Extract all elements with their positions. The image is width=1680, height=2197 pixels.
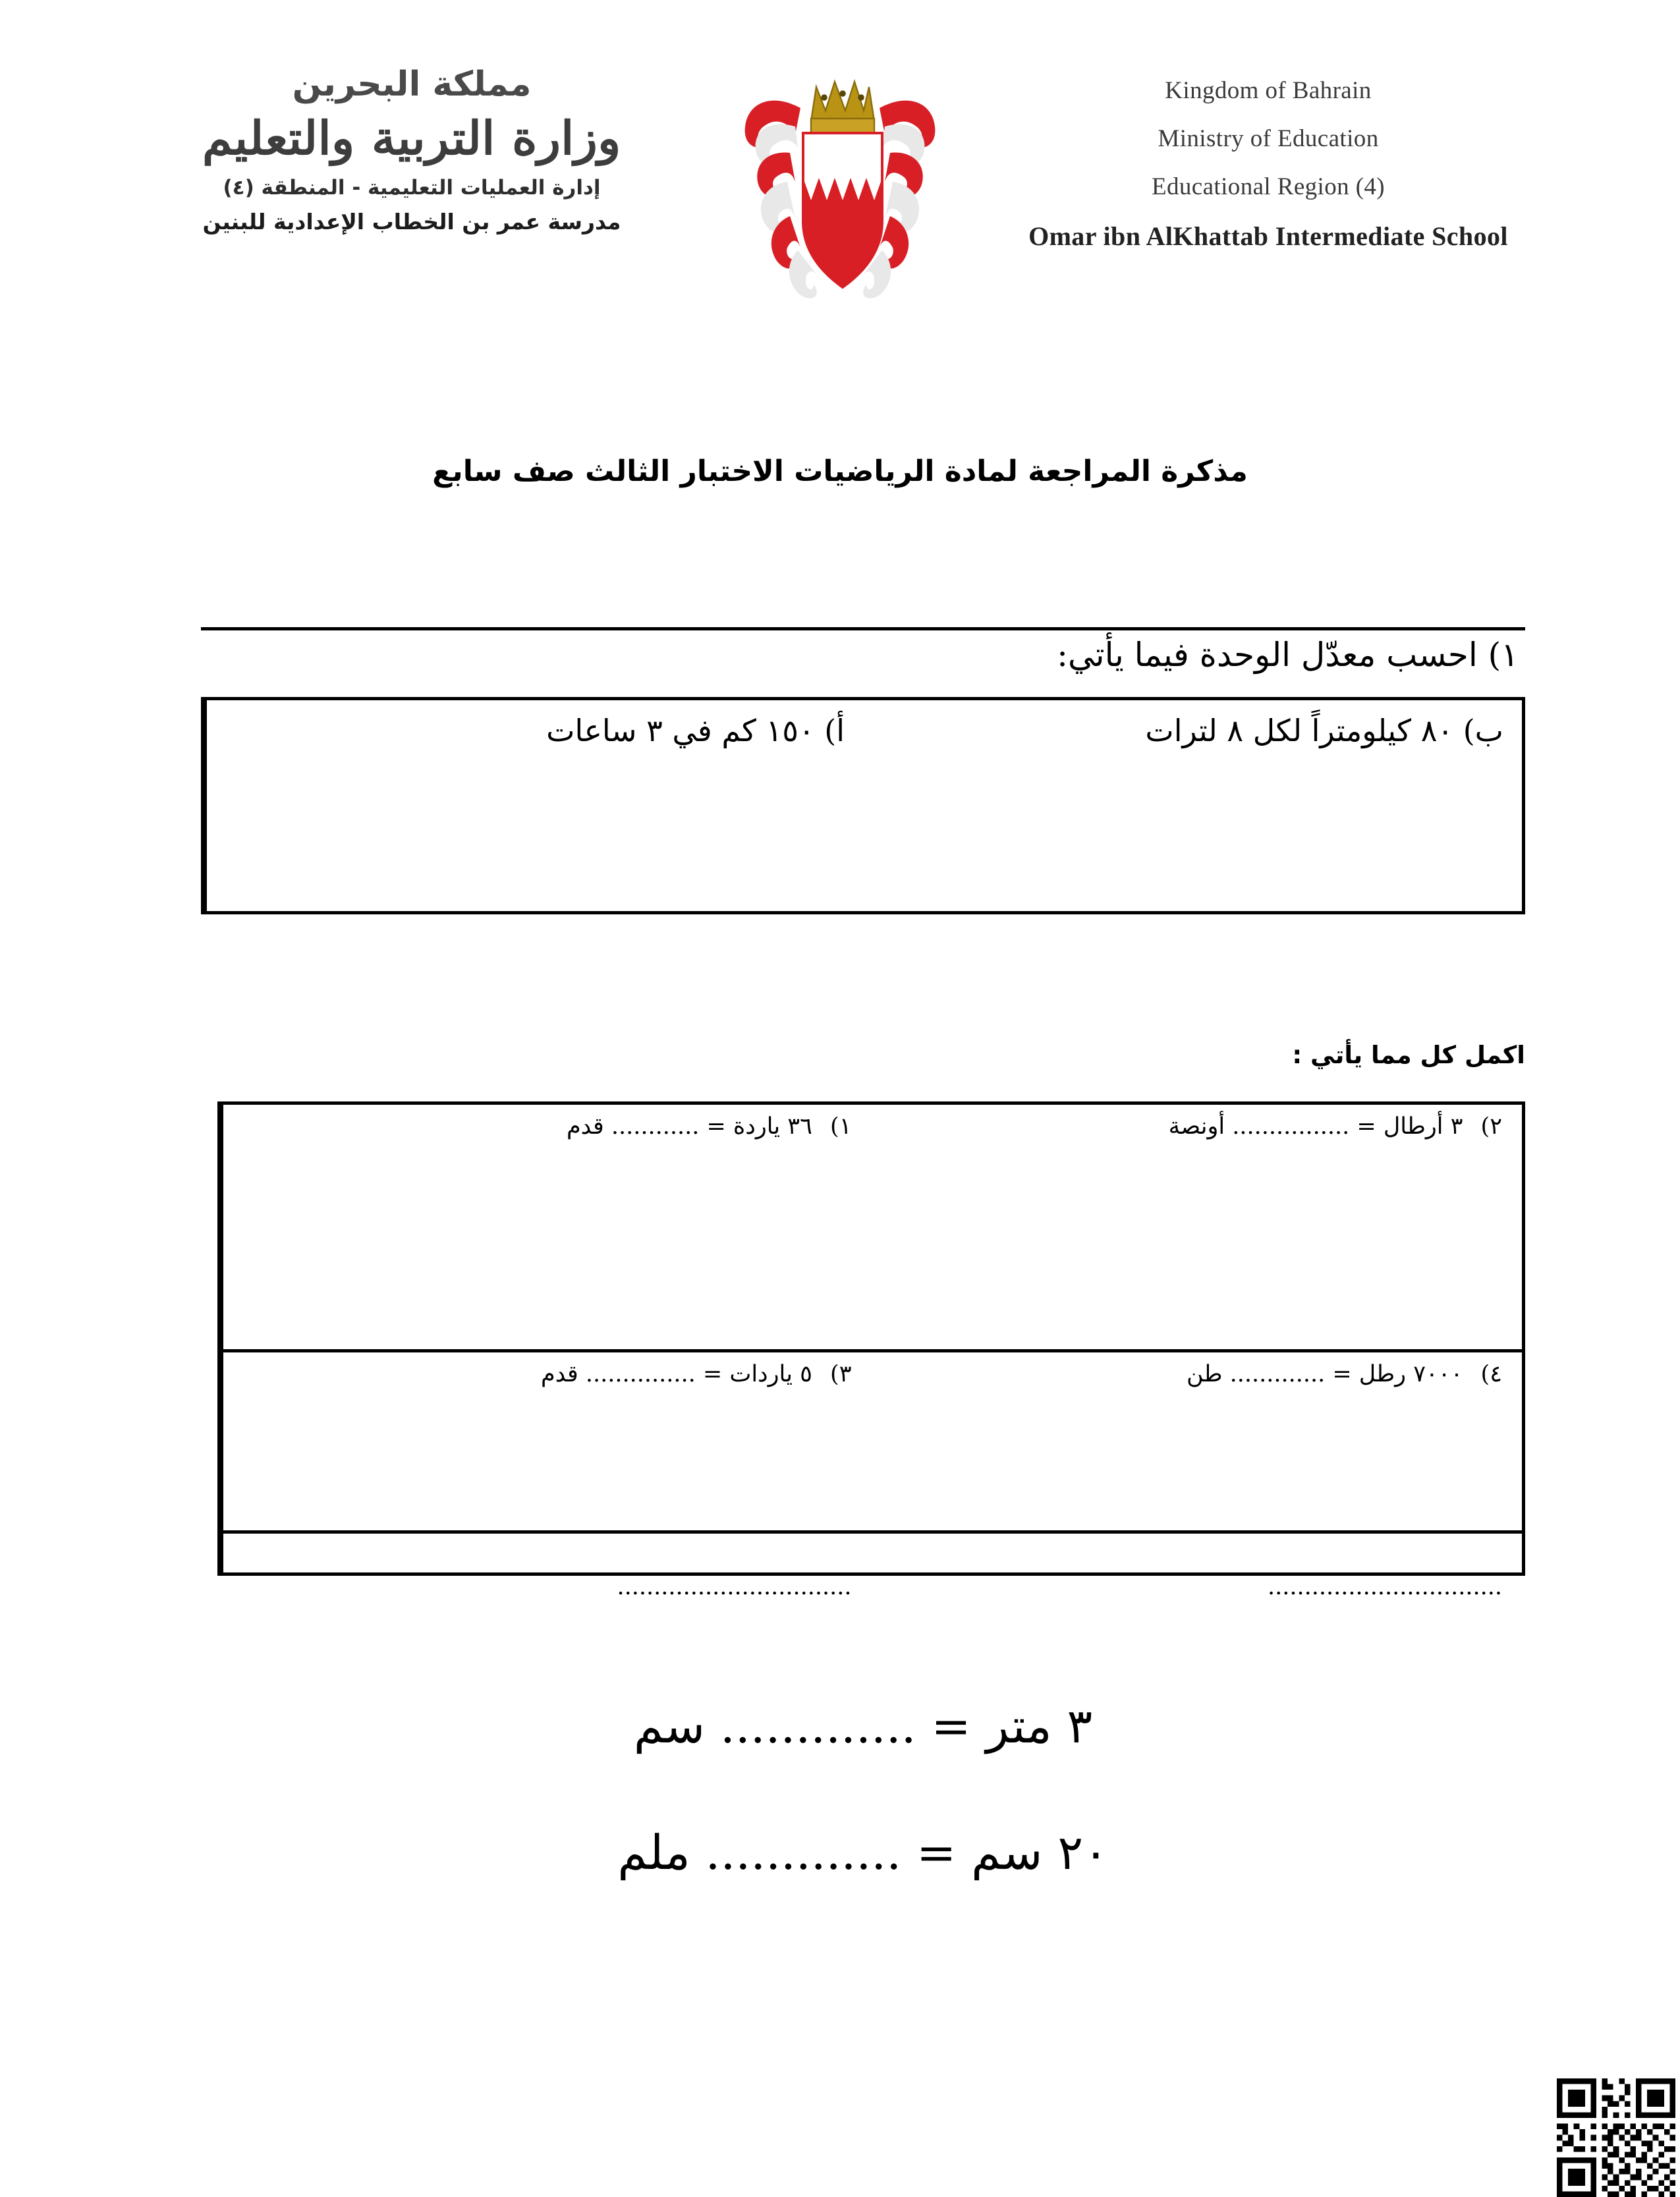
- conversion-cell-3: [221, 1352, 872, 1530]
- unit-rate-cell-b: [863, 700, 1522, 911]
- conversion-text-1: ٣٦ ياردة = ............ قدم: [566, 1113, 812, 1140]
- table-row-clipped: [221, 1534, 1522, 1600]
- table-row: [221, 1105, 1522, 1352]
- conversion-text-6: ................................: [1267, 1574, 1502, 1600]
- english-letterhead: [978, 53, 1558, 252]
- unit-rate-label-b: ب): [1463, 713, 1503, 748]
- conversion-cell-6: [872, 1534, 1523, 1600]
- letterhead: [0, 53, 1680, 329]
- complete-prompt: اكمل كل مما يأتي :: [1292, 1041, 1525, 1069]
- conversion-text-4: ٧٠٠٠ رطل = ............. طن: [1186, 1360, 1463, 1387]
- conversion-number-4: ٤): [1480, 1360, 1502, 1387]
- section-divider-rule: [201, 627, 1525, 630]
- conversion-cell-1: [221, 1105, 872, 1349]
- bahrain-coat-of-arms-icon: [702, 53, 978, 316]
- unit-rate-text-a: ١٥٠ كم في ٣ ساعات: [546, 713, 815, 748]
- english-school-line: Omar ibn AlKhattab Intermediate School: [1028, 221, 1508, 251]
- bottom-conversion-2: ٢٠ سم = ............. ملم: [617, 1825, 1109, 1880]
- unit-rate-prompt: ١) احسب معدّل الوحدة فيما يأتي:: [1057, 636, 1519, 674]
- english-country-line: Kingdom of Bahrain: [1165, 77, 1372, 104]
- unit-rate-cell-a: [204, 700, 863, 911]
- conversion-number-1: ١): [830, 1113, 852, 1140]
- arabic-school-line: مدرسة عمر بن الخطاب الإعدادية للبنين: [202, 209, 621, 235]
- conversion-text-5: ................................: [617, 1574, 852, 1600]
- page-title: مذكرة المراجعة لمادة الرياضيات الاختبار الثالث صف سابع: [432, 455, 1248, 488]
- conversion-number-2: ٢): [1480, 1113, 1502, 1140]
- unit-rate-text-b: ٨٠ كيلومتراً لكل ٨ لترات: [1145, 713, 1454, 748]
- conversion-number-3: ٣): [830, 1360, 852, 1387]
- english-ministry-line: Ministry of Education: [1158, 125, 1379, 152]
- qr-code-icon: [1567, 2078, 1675, 2177]
- conversions-table: [217, 1101, 1525, 1600]
- english-region-line: Educational Region (4): [1151, 173, 1386, 200]
- conversion-cell-5: [221, 1534, 872, 1600]
- unit-rate-label-a: أ): [824, 713, 845, 748]
- unit-rate-table: [201, 697, 1525, 914]
- table-row: [221, 1352, 1522, 1534]
- arabic-country-line: مملكة البحرين: [292, 65, 532, 104]
- conversion-text-2: ٣ أرطال = ................ أونصة: [1168, 1113, 1463, 1140]
- arabic-department-line: إدارة العمليات التعليمية - المنطقة (٤): [223, 176, 601, 200]
- bottom-conversion-1: ٣ متر = ............. سم: [633, 1698, 1093, 1754]
- arabic-letterhead: [122, 53, 702, 235]
- conversion-cell-4: [872, 1352, 1523, 1530]
- conversion-text-3: ٥ ياردات = ............... قدم: [541, 1360, 812, 1387]
- conversion-cell-2: [872, 1105, 1523, 1349]
- arabic-ministry-line: وزارة التربية والتعليم: [202, 111, 621, 165]
